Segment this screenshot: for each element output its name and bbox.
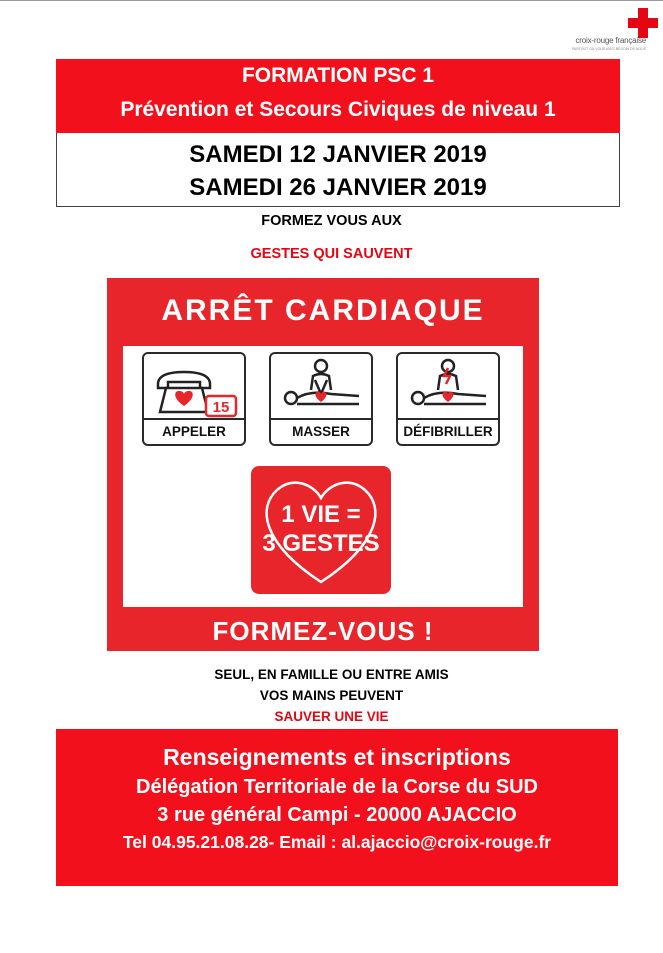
info-delegation: Délégation Territoriale de la Corse du SUD <box>136 776 538 798</box>
title-banner <box>56 59 620 133</box>
info-heading: Renseignements et inscriptions <box>163 744 511 770</box>
date-2: SAMEDI 26 JANVIER 2019 <box>189 174 487 201</box>
cardiac-arrest-poster <box>107 278 539 651</box>
tagline-line3: SAUVER UNE VIE <box>274 709 389 724</box>
card-label-appeler: APPELER <box>144 418 244 444</box>
card-defibriller <box>396 352 500 446</box>
intro-line1: FORMEZ VOUS AUX <box>261 213 402 229</box>
info-address: 3 rue général Campi - 20000 AJACCIO <box>157 804 517 826</box>
tagline-line2: VOS MAINS PEUVENT <box>259 688 404 703</box>
defibrillator-icon <box>398 354 498 420</box>
logo-name: croix-rouge française <box>575 36 646 45</box>
croix-rouge-logo <box>540 8 658 52</box>
info-contact: Tel 04.95.21.08.28- Email : al.ajaccio@croix-rouge.fr <box>122 832 552 852</box>
card-appeler <box>142 352 246 446</box>
poster-call-to-action: FORMEZ-VOUS ! <box>212 616 434 646</box>
card-label-masser: MASSER <box>271 418 371 444</box>
phone-icon <box>144 354 244 420</box>
slogan-line2: 3 GESTES <box>262 530 380 557</box>
card-label-defibriller: DÉFIBRILLER <box>398 418 498 444</box>
badge-15: 15 <box>212 399 230 416</box>
title-line1: FORMATION PSC 1 <box>241 64 435 87</box>
card-masser <box>269 352 373 446</box>
red-cross-icon <box>628 8 658 38</box>
title-line2: Prévention et Secours Civiques de niveau 1 <box>120 98 556 121</box>
intro-line2: GESTES QUI SAUVENT <box>250 246 413 262</box>
date-1: SAMEDI 12 JANVIER 2019 <box>189 141 487 168</box>
poster-title: ARRÊT CARDIAQUE <box>161 294 485 327</box>
contact-info-box <box>56 729 618 886</box>
slogan-line1: 1 VIE = <box>281 501 361 528</box>
top-divider <box>0 0 663 1</box>
logo-tagline: PARTOUT OÙ VOUS AVEZ BESOIN DE NOUS <box>571 47 646 51</box>
one-life-three-gestures <box>251 466 391 594</box>
cpr-icon <box>271 354 371 420</box>
poster-panel <box>123 346 523 607</box>
tagline-line1: SEUL, EN FAMILLE OU ENTRE AMIS <box>214 667 449 682</box>
dates-box <box>56 133 620 207</box>
